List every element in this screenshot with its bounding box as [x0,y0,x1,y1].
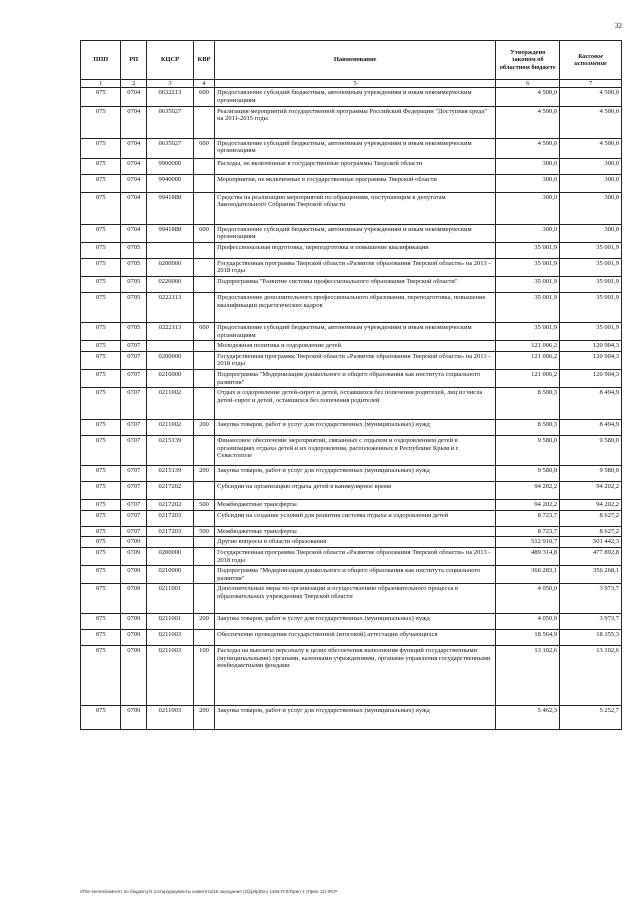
cell-ppp: 075 [81,322,121,340]
cell-rp: 0704 [121,174,147,192]
cell-name: Расходы на выплаты персоналу в целях обеспечения выполнения функций государственными (муниципальными) органами, казенными учреждениями, органами управления государственными внебюджетными фондами [215,646,496,706]
cell-approved: 8 723,7 [496,510,560,526]
cell-approved: 4 050,0 [496,614,560,630]
cell-ppp: 075 [81,258,121,276]
cell-rp: 0707 [121,466,147,482]
cell-approved: 489 314,8 [496,547,560,565]
cell-rp: 0704 [121,106,147,138]
cell-ppp: 075 [81,420,121,436]
cell-name: Субсидии на организацию отдыха детей в каникулярное время [215,482,496,500]
cell-approved: 300,0 [496,224,560,242]
cell-ppp: 075 [81,482,121,500]
cell-name: Средства на реализацию мероприятий по обращениям, поступающим к депутатам Законодательного Собрания Тверской области [215,192,496,224]
cell-approved: 366 283,1 [496,566,560,584]
cell-kvr [193,341,214,352]
cell-name: Закупка товаров, работ и услуг для государственных (муниципальных) нужд [215,466,496,482]
table-row [81,614,622,630]
column-header-rp: РП [121,41,147,80]
cell-kvr: 500 [193,526,214,537]
cell-executed: 9 580,0 [560,466,622,482]
cell-ppp: 075 [81,547,121,565]
cell-executed: 35 001,9 [560,322,622,340]
cell-rp: 0704 [121,158,147,174]
cell-rp: 0707 [121,420,147,436]
table-row [81,341,622,352]
cell-kcsr: 0211003 [147,646,194,706]
cell-kvr [193,388,214,420]
cell-rp: 0707 [121,510,147,526]
cell-ppp: 075 [81,174,121,192]
cell-executed: 3 973,7 [560,584,622,614]
cell-name: Обеспечение проведения государственной (итоговой) аттестации обучающихся [215,630,496,646]
cell-approved: 8 500,3 [496,420,560,436]
cell-rp: 0707 [121,351,147,369]
cell-kvr [193,174,214,192]
cell-name: Межбюджетные трансферты [215,500,496,511]
cell-approved: 35 001,9 [496,292,560,322]
cell-executed: 35 001,9 [560,276,622,292]
cell-kvr [193,351,214,369]
cell-kvr [193,242,214,258]
cell-name: Молодежная политика и оздоровление детей [215,341,496,352]
cell-ppp: 075 [81,584,121,614]
cell-kcsr [147,341,194,352]
cell-name: Закупка товаров, работ и услуг для государственных (муниципальных) нужд [215,420,496,436]
cell-executed: 300,0 [560,158,622,174]
cell-approved: 300,0 [496,174,560,192]
cell-kvr [193,547,214,565]
cell-ppp: 075 [81,500,121,511]
table-row [81,436,622,466]
cell-approved: 4 500,0 [496,106,560,138]
cell-kcsr: 0211002 [147,420,194,436]
cell-approved: 35 001,9 [496,322,560,340]
cell-kcsr: 0222113 [147,292,194,322]
cell-executed: 477 892,8 [560,547,622,565]
cell-executed: 18 355,3 [560,630,622,646]
cell-name: Подпрограмма "Модернизация дошкольного и общего образования как института социального развития" [215,369,496,387]
cell-kvr [193,630,214,646]
column-header-ppp: ППП [81,41,121,80]
column-number-row [81,80,622,88]
cell-executed: 120 904,3 [560,351,622,369]
cell-name: Межбюджетные трансферты [215,526,496,537]
cell-approved: 8 500,3 [496,388,560,420]
cell-ppp: 075 [81,466,121,482]
cell-kcsr: 9941888 [147,224,194,242]
cell-kvr [193,292,214,322]
cell-rp: 0707 [121,388,147,420]
cell-rp: 0709 [121,547,147,565]
cell-ppp: 075 [81,630,121,646]
budget-execution-table [80,40,622,730]
cell-approved: 121 006,2 [496,369,560,387]
table-row [81,192,622,224]
cell-kvr [193,436,214,466]
cell-name: Другие вопросы в области образования [215,537,496,548]
cell-executed: 300,0 [560,224,622,242]
cell-executed: 4 500,0 [560,88,622,106]
column-number: 1 [81,80,121,88]
table-row [81,242,622,258]
cell-kvr [193,537,214,548]
cell-rp: 0704 [121,88,147,106]
cell-executed: 13 102,6 [560,646,622,706]
cell-kcsr: 0210000 [147,566,194,584]
cell-name: Субсидии на создание условий для развития системы отдыха и оздоровления детей [215,510,496,526]
cell-approved: 4 050,0 [496,584,560,614]
cell-kcsr [147,537,194,548]
cell-ppp: 075 [81,138,121,158]
table-row [81,547,622,565]
cell-rp: 0707 [121,526,147,537]
cell-kcsr: 9900000 [147,158,194,174]
cell-ppp: 075 [81,646,121,706]
table-row [81,138,622,158]
table-row [81,526,622,537]
cell-executed: 8 627,2 [560,526,622,537]
cell-rp: 0705 [121,258,147,276]
cell-kcsr: 0200000 [147,258,194,276]
table-row [81,500,622,511]
cell-approved: 35 001,9 [496,276,560,292]
cell-kcsr: 0222113 [147,322,194,340]
cell-kcsr: 0211003 [147,706,194,730]
cell-executed: 35 001,9 [560,242,622,258]
cell-rp: 0705 [121,292,147,322]
cell-name: Предоставление субсидий бюджетным, автономным учреждениям и иным некоммерческим организациям [215,138,496,158]
cell-kcsr: 0211003 [147,630,194,646]
table-header-row [81,41,622,80]
table-row [81,292,622,322]
cell-executed: 120 904,3 [560,341,622,352]
cell-name: Предоставление субсидий бюджетным, автономным учреждениям и иным некоммерческим организациям [215,88,496,106]
cell-name: Закупка товаров, работ и услуг для государственных (муниципальных) нужд [215,614,496,630]
cell-rp: 0705 [121,322,147,340]
column-header-kvr: КВР [193,41,214,80]
cell-approved: 4 500,0 [496,138,560,158]
cell-name: Подпрограмма "Модернизация дошкольного и общего образования как института социального развития" [215,566,496,584]
table-body [81,88,622,730]
cell-kvr: 600 [193,224,214,242]
cell-kvr: 600 [193,138,214,158]
cell-kvr [193,276,214,292]
cell-ppp: 075 [81,276,121,292]
cell-ppp: 075 [81,88,121,106]
cell-executed: 300,0 [560,192,622,224]
table-row [81,482,622,500]
cell-rp: 0709 [121,537,147,548]
column-header-name: Наименование [215,41,496,80]
cell-rp: 0709 [121,614,147,630]
cell-name: Государственная программа Тверской области «Развитие образования Тверской области» на 2013 - 2018 годы [215,258,496,276]
cell-name: Предоставление дополнительного профессионального образования, переподготовка, повышение квалификации педагогических кадров [215,292,496,322]
cell-rp: 0704 [121,192,147,224]
table-row [81,646,622,706]
cell-rp: 0707 [121,482,147,500]
cell-name: Предоставление субсидий бюджетным, автономным учреждениям и иным некоммерческим организациям [215,224,496,242]
cell-kcsr: 0217202 [147,482,194,500]
cell-executed: 8 494,9 [560,388,622,420]
cell-name: Профессиональная подготовка, переподготовка и повышение квалификации [215,242,496,258]
cell-kcsr: 0635027 [147,106,194,138]
table-row [81,276,622,292]
cell-approved: 121 006,2 [496,351,560,369]
table-row [81,224,622,242]
cell-ppp: 075 [81,388,121,420]
table-row [81,351,622,369]
cell-name: Реализация мероприятий государственной программы Российской Федерации "Доступная среда" на 2011-2015 годы [215,106,496,138]
cell-approved: 512 910,7 [496,537,560,548]
cell-rp: 0709 [121,584,147,614]
table-row [81,88,622,106]
cell-kcsr: 0211002 [147,388,194,420]
table-row [81,510,622,526]
cell-kcsr: 0211001 [147,614,194,630]
cell-ppp: 075 [81,224,121,242]
table-row [81,466,622,482]
cell-ppp: 075 [81,341,121,352]
cell-ppp: 075 [81,526,121,537]
cell-approved: 9 580,0 [496,466,560,482]
cell-kcsr: 0211001 [147,584,194,614]
cell-kcsr: 0215139 [147,436,194,466]
table-row [81,630,622,646]
column-header-approved: Утверждено законом об областном бюджете [496,41,560,80]
cell-name: Закупка товаров, работ и услуг для государственных (муниципальных) нужд [215,706,496,730]
cell-ppp: 075 [81,351,121,369]
column-number: 6 [496,80,560,88]
cell-approved: 13 102,6 [496,646,560,706]
column-number: 4 [193,80,214,88]
cell-kcsr: 9940000 [147,174,194,192]
cell-ppp: 075 [81,614,121,630]
cell-ppp: 075 [81,436,121,466]
cell-approved: 35 001,9 [496,242,560,258]
cell-kvr [193,566,214,584]
cell-rp: 0705 [121,242,147,258]
cell-executed: 3 973,7 [560,614,622,630]
cell-name: Подпрограмма "Развитие системы профессионального образования Тверской области" [215,276,496,292]
cell-rp: 0704 [121,224,147,242]
cell-kcsr: 0215139 [147,466,194,482]
cell-kvr [193,482,214,500]
cell-approved: 8 723,7 [496,526,560,537]
cell-executed: 300,0 [560,174,622,192]
cell-approved: 18 564,9 [496,630,560,646]
cell-executed: 35 001,9 [560,258,622,276]
cell-rp: 0707 [121,500,147,511]
cell-kcsr [147,242,194,258]
table-row [81,584,622,614]
cell-ppp: 075 [81,537,121,548]
cell-rp: 0707 [121,369,147,387]
cell-ppp: 075 [81,369,121,387]
cell-kvr: 500 [193,500,214,511]
cell-kcsr: 0217203 [147,526,194,537]
cell-kvr [193,192,214,224]
cell-kcsr: 0200000 [147,351,194,369]
column-header-executed: Кассовое исполнение [560,41,622,80]
cell-kvr: 600 [193,88,214,106]
cell-kvr: 200 [193,614,214,630]
cell-ppp: 075 [81,106,121,138]
cell-kvr [193,369,214,387]
cell-approved: 300,0 [496,158,560,174]
cell-name: Мероприятия, не включенные в государственные программы Тверской области [215,174,496,192]
cell-executed: 8 627,2 [560,510,622,526]
cell-executed: 8 494,9 [560,420,622,436]
cell-kcsr: 0635027 [147,138,194,158]
column-number: 5 [215,80,496,88]
cell-rp: 0704 [121,138,147,158]
cell-rp: 0709 [121,630,147,646]
table-row [81,322,622,340]
table-row [81,388,622,420]
cell-executed: 94 202,2 [560,500,622,511]
cell-name: Расходы, не включенные в государственные программы Тверской области [215,158,496,174]
cell-name: Государственная программа Тверской области «Развитие образования Тверской области» на 2013 - 2018 годы [215,351,496,369]
cell-kcsr: 0220000 [147,276,194,292]
cell-approved: 121 006,2 [496,341,560,352]
cell-kvr [193,584,214,614]
cell-kvr: 600 [193,322,214,340]
cell-ppp: 075 [81,158,121,174]
cell-kcsr: 0217203 [147,510,194,526]
page-number: 32 [615,22,622,30]
cell-approved: 35 001,9 [496,258,560,276]
table-row [81,158,622,174]
cell-executed: 35 001,9 [560,292,622,322]
column-number: 2 [121,80,147,88]
cell-kvr [193,258,214,276]
cell-kvr [193,158,214,174]
cell-ppp: 075 [81,706,121,730]
column-header-kcsr: КЦСР [147,41,194,80]
cell-ppp: 075 [81,242,121,258]
table-row [81,537,622,548]
cell-rp: 0709 [121,646,147,706]
table-row [81,706,622,730]
cell-executed: 9 580,0 [560,436,622,466]
table-row [81,369,622,387]
cell-ppp: 075 [81,566,121,584]
cell-name: Предоставление субсидий бюджетным, автономным учреждениям и иным некоммерческим организациям [215,322,496,340]
cell-kvr: 200 [193,466,214,482]
cell-approved: 94 202,2 [496,482,560,500]
column-number: 7 [560,80,622,88]
cell-name: Дополнительные меры по организации и осуществлению образовательного процесса в образовательных учреждениях Тверской области [215,584,496,614]
cell-name: Государственная программа Тверской области «Развитие образования Тверской области» на 2013 - 2018 годы [215,547,496,565]
cell-kcsr: 0632213 [147,88,194,106]
cell-kcsr: 9941888 [147,192,194,224]
cell-name: Отдых и оздоровление детей-сирот и детей, оставшихся без попечения родителей, лиц из числа детей-сирот и детей, оставшихся без попечения родителей [215,388,496,420]
cell-ppp: 075 [81,292,121,322]
cell-executed: 94 202,2 [560,482,622,500]
cell-ppp: 075 [81,192,121,224]
cell-name: Финансовое обеспечение мероприятий, связанных с отдыхом и оздоровлением детей в организациях отдыха детей и их оздоровления, расположенных в Республике Крым и г. Севастополе [215,436,496,466]
cell-kvr: 200 [193,706,214,730]
table-row [81,174,622,192]
cell-kvr [193,510,214,526]
table-row [81,420,622,436]
cell-ppp: 075 [81,510,121,526]
table-row [81,106,622,138]
cell-rp: 0707 [121,341,147,352]
cell-kvr [193,106,214,138]
cell-approved: 4 500,0 [496,88,560,106]
cell-kvr: 100 [193,646,214,706]
cell-kcsr: 0200000 [147,547,194,565]
cell-approved: 94 202,2 [496,500,560,511]
cell-executed: 356 268,1 [560,566,622,584]
cell-kcsr: 0217202 [147,500,194,511]
cell-approved: 9 580,0 [496,436,560,466]
cell-executed: 5 252,7 [560,706,622,730]
footer-file-path: //File-server/комитет по бюджету/1 Сотар/документы комитета/16 заседание (О)/prlpt(5n) 1496-П-5/Прил 4 (Прил 11) ФСР [80,889,338,894]
table-row [81,566,622,584]
column-number: 3 [147,80,194,88]
cell-executed: 4 500,0 [560,138,622,158]
cell-kcsr: 0210000 [147,369,194,387]
table-row [81,258,622,276]
cell-approved: 5 462,3 [496,706,560,730]
cell-rp: 0709 [121,706,147,730]
cell-kvr: 200 [193,420,214,436]
cell-executed: 501 442,3 [560,537,622,548]
cell-rp: 0705 [121,276,147,292]
cell-rp: 0709 [121,566,147,584]
cell-executed: 4 500,0 [560,106,622,138]
cell-executed: 120 904,3 [560,369,622,387]
cell-rp: 0707 [121,436,147,466]
cell-approved: 300,0 [496,192,560,224]
